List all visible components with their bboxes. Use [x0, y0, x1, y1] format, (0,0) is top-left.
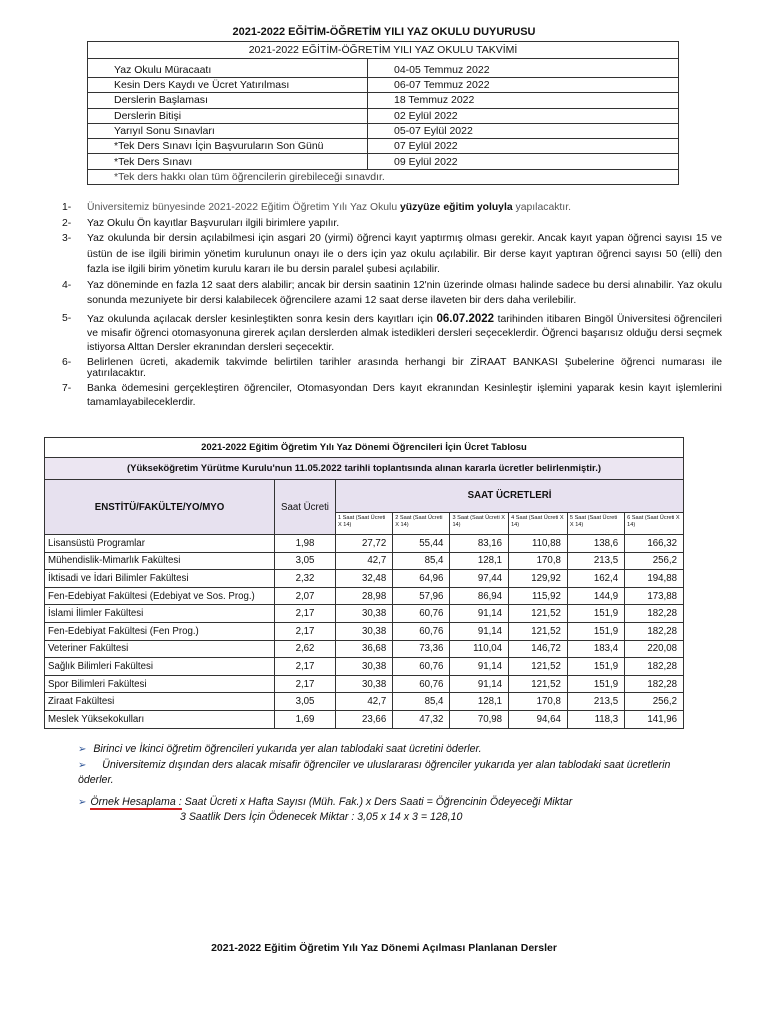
fee-cell: 30,38: [336, 622, 393, 640]
list-item: [62, 231, 722, 278]
fee-cell: 256,2: [625, 693, 684, 711]
fee-cell: 151,9: [567, 658, 624, 676]
unit-cell: Veteriner Fakültesi: [45, 640, 275, 658]
rate-cell: 2,17: [275, 675, 336, 693]
column-subheader: 1 Saat (Saat Ücreti X 14): [336, 512, 393, 534]
column-subheader: 4 Saat (Saat Ücreti X 14): [509, 512, 568, 534]
calendar-row: [88, 154, 679, 169]
calendar-value: 02 Eylül 2022: [368, 108, 679, 123]
item-number: 5-: [62, 312, 72, 324]
calendar-row: [88, 78, 679, 93]
unit-cell: Fen-Edebiyat Fakültesi (Edebiyat ve Sos. Prog.): [45, 587, 275, 605]
fee-cell: 138,6: [567, 535, 624, 553]
fee-cell: 30,38: [336, 658, 393, 676]
fee-cell: 30,38: [336, 605, 393, 623]
fee-cell: 220,08: [625, 640, 684, 658]
item-text: Yaz Okulu Ön kayıtlar Başvuruları ilgili birimlere yapılır.: [87, 217, 340, 229]
fee-cell: 129,92: [509, 570, 568, 588]
fee-cell: 60,76: [393, 622, 450, 640]
calendar-table: [87, 41, 679, 185]
fee-cell: 146,72: [509, 640, 568, 658]
list-item: [62, 357, 722, 379]
item-number: 7-: [62, 382, 72, 394]
fee-cell: 170,8: [509, 552, 568, 570]
list-item: [62, 278, 722, 309]
fee-cell: 91,14: [450, 622, 509, 640]
fee-cell: 36,68: [336, 640, 393, 658]
calendar-label: Kesin Ders Kaydı ve Ücret Yatırılması: [88, 78, 368, 93]
column-header-rate: Saat Ücreti: [275, 480, 336, 535]
fee-cell: 60,76: [393, 605, 450, 623]
fee-cell: 73,36: [393, 640, 450, 658]
item-text: Yaz okulunda bir dersin açılabilmesi için asgari 20 (yirmi) öğrenci kayıt yaptırmış olması gerekir. Ancak kayıt yapan öğrenci sayısı 15 ve üstün de ise ilgili birimin yönetim kurulunun onayı ile o ders için yaz okulu açılabilir. Bir derse kayıt yaptıran öğrenci sayısı 50 (elli) den fazla ise ilgili birim yönetim kurulu kararı ile bu dersin paralel şubesi açılabilir.: [87, 233, 722, 275]
fee-cell: 57,96: [393, 587, 450, 605]
table-row: [45, 622, 684, 640]
rate-cell: 2,17: [275, 605, 336, 623]
example-formula-text: Saat Ücreti x Hafta Sayısı (Müh. Fak.) x Ders Saati = Öğrencinin Ödeyeceği Miktar: [181, 795, 573, 808]
calendar-label: Derslerin Başlaması: [88, 93, 368, 108]
fee-cell: 213,5: [567, 693, 624, 711]
calendar-value: 06-07 Temmuz 2022: [368, 78, 679, 93]
calendar-label: *Tek Ders Sınavı İçin Başvuruların Son Günü: [88, 139, 368, 154]
fee-cell: 60,76: [393, 675, 450, 693]
item-number: 6-: [62, 356, 72, 368]
item-number: 2-: [62, 217, 72, 229]
fee-cell: 151,9: [567, 622, 624, 640]
example-label: Örnek Hesaplama :: [90, 795, 182, 808]
fee-cell: 115,92: [509, 587, 568, 605]
fee-cell: 182,28: [625, 605, 684, 623]
fee-cell: 110,88: [509, 535, 568, 553]
fee-cell: 151,9: [567, 605, 624, 623]
fee-cell: 144,9: [567, 587, 624, 605]
item-text: Üniversitemiz bünyesinde 2021-2022 Eğitim Öğretim Yılı Yaz Okulu: [87, 202, 401, 213]
table-row: [45, 535, 684, 553]
unit-cell: Spor Bilimleri Fakültesi: [45, 675, 275, 693]
list-item: [62, 312, 722, 355]
fee-cell: 64,96: [393, 570, 450, 588]
fee-cell: 97,44: [450, 570, 509, 588]
unit-cell: İslami İlimler Fakültesi: [45, 605, 275, 623]
item-text: Yaz döneminde en fazla 12 saat ders alabilir; ancak bir dersin saatinin 12'nin üzerinde olması halinde sadece bu dersi alınabilir. Yaz okulu sonunda mezuniyete bir dersi kalabilecek öğrencilere azami 12 saat derse ilaveten bir ders daha verilebilir.: [87, 279, 722, 306]
arrow-bullet-icon: ➢: [78, 759, 87, 771]
calendar-value: 04-05 Temmuz 2022: [368, 59, 679, 78]
fee-cell: 118,3: [567, 710, 624, 728]
calendar-row: [88, 93, 679, 108]
calendar-row: [88, 139, 679, 154]
fee-cell: 183,4: [567, 640, 624, 658]
fee-cell: 194,88: [625, 570, 684, 588]
item-number: 1-: [62, 202, 72, 213]
rate-cell: 3,05: [275, 693, 336, 711]
fee-cell: 256,2: [625, 552, 684, 570]
table-row: [45, 658, 684, 676]
unit-cell: Fen-Edebiyat Fakültesi (Fen Prog.): [45, 622, 275, 640]
rate-cell: 2,07: [275, 587, 336, 605]
calendar-value: 05-07 Eylül 2022: [368, 123, 679, 138]
fee-cell: 121,52: [509, 605, 568, 623]
fee-cell: 182,28: [625, 622, 684, 640]
table-row: [45, 675, 684, 693]
calendar-row: [88, 123, 679, 138]
fee-cell: 91,14: [450, 675, 509, 693]
fee-cell: 47,32: [393, 710, 450, 728]
fee-cell: 141,96: [625, 710, 684, 728]
calendar-value: 07 Eylül 2022: [368, 139, 679, 154]
fee-cell: 213,5: [567, 552, 624, 570]
unit-cell: Mühendislik-Mimarlık Fakültesi: [45, 552, 275, 570]
announcement-list: [62, 200, 722, 410]
calendar-value: 09 Eylül 2022: [368, 154, 679, 169]
calendar-note: *Tek ders hakkı olan tüm öğrencilerin girebileceği sınavdır.: [88, 169, 679, 184]
fee-cell: 91,14: [450, 605, 509, 623]
fee-table-title: 2021-2022 Eğitim Öğretim Yılı Yaz Dönemi Öğrencileri İçin Ücret Tablosu: [45, 438, 684, 458]
list-item: [62, 216, 722, 232]
calendar-label: Derslerin Bitişi: [88, 108, 368, 123]
unit-cell: Lisansüstü Programlar: [45, 535, 275, 553]
fee-cell: 182,28: [625, 658, 684, 676]
calendar-label: Yarıyıl Sonu Sınavları: [88, 123, 368, 138]
fee-cell: 83,16: [450, 535, 509, 553]
rate-cell: 2,62: [275, 640, 336, 658]
item-text: tarihinden itibaren Bingöl Üniversitesi öğrencileri ve misafir öğrenci otomasyonuna girerek açılan derslerden almak istedikleri dersleri seçeceklerdir. Öğrenci başarısız olduğu dersi seçmek istiyorsa Alttan Dersler ekranından dersleri seçecektir.: [87, 313, 722, 353]
table-row: [45, 587, 684, 605]
note-text: Üniversitemiz dışından ders alacak misafir öğrenciler ve uluslararası öğrenciler yukarıda yer alan tablodaki saat ücretlerin öderler.: [78, 758, 671, 786]
fee-cell: 128,1: [450, 693, 509, 711]
notes: [78, 742, 698, 826]
rate-cell: 1,69: [275, 710, 336, 728]
example-formula: [78, 795, 698, 811]
fee-cell: 42,7: [336, 552, 393, 570]
table-row: [45, 605, 684, 623]
table-row: [45, 640, 684, 658]
rate-cell: 2,32: [275, 570, 336, 588]
fee-cell: 23,66: [336, 710, 393, 728]
fee-cell: 70,98: [450, 710, 509, 728]
note-1: [78, 742, 698, 758]
unit-cell: İktisadi ve İdari Bilimler Fakültesi: [45, 570, 275, 588]
column-header-group: SAAT ÜCRETLERİ: [336, 480, 684, 513]
column-header-unit: ENSTİTÜ/FAKÜLTE/YO/MYO: [45, 480, 275, 535]
calendar-value: 18 Temmuz 2022: [368, 93, 679, 108]
calendar-heading: 2021-2022 EĞİTİM-ÖĞRETİM YILI YAZ OKULU TAKVİMİ: [88, 42, 679, 59]
item-emphasis: yüzyüze eğitim yoluyla: [400, 202, 513, 213]
calendar-label: *Tek Ders Sınavı: [88, 154, 368, 169]
arrow-bullet-icon: ➢: [78, 744, 87, 755]
item-emphasis: 06.07.2022: [436, 312, 495, 325]
fee-cell: 173,88: [625, 587, 684, 605]
fee-cell: 151,9: [567, 675, 624, 693]
fee-cell: 182,28: [625, 675, 684, 693]
fee-cell: 27,72: [336, 535, 393, 553]
table-row: [45, 710, 684, 728]
fee-cell: 30,38: [336, 675, 393, 693]
table-row: [45, 552, 684, 570]
fee-cell: 28,98: [336, 587, 393, 605]
note-2: [78, 758, 698, 789]
item-text: yapılacaktır.: [512, 202, 571, 213]
fee-table: [44, 437, 684, 729]
table-row: [45, 570, 684, 588]
rate-cell: 2,17: [275, 658, 336, 676]
unit-cell: Sağlık Bilimleri Fakültesi: [45, 658, 275, 676]
fee-cell: 170,8: [509, 693, 568, 711]
calendar-label: Yaz Okulu Müracaatı: [88, 59, 368, 78]
fee-cell: 86,94: [450, 587, 509, 605]
table-row: [45, 693, 684, 711]
fee-cell: 121,52: [509, 658, 568, 676]
calendar-row: [88, 59, 679, 78]
rate-cell: 3,05: [275, 552, 336, 570]
rate-cell: 2,17: [275, 622, 336, 640]
list-item: [62, 200, 722, 216]
item-number: 4-: [62, 279, 72, 291]
unit-cell: Ziraat Fakültesi: [45, 693, 275, 711]
item-text: Yaz okulunda açılacak dersler kesinleştikten sonra kesin ders kayıtları için: [87, 313, 437, 325]
page-title: 2021-2022 EĞİTİM-ÖĞRETİM YILI YAZ OKULU DUYURUSU: [232, 26, 536, 38]
fee-cell: 91,14: [450, 658, 509, 676]
fee-cell: 85,4: [393, 693, 450, 711]
fee-cell: 128,1: [450, 552, 509, 570]
calendar-row: [88, 108, 679, 123]
column-subheader: 5 Saat (Saat Ücreti X 14): [567, 512, 624, 534]
fee-cell: 94,64: [509, 710, 568, 728]
fee-cell: 32,48: [336, 570, 393, 588]
item-number: 3-: [62, 233, 72, 244]
fee-table-subtitle: (Yükseköğretim Yürütme Kurulu'nun 11.05.2022 tarihli toplantısında alınan kararla ücretler belirlenmiştir.): [45, 458, 684, 480]
fee-cell: 42,7: [336, 693, 393, 711]
fee-cell: 110,04: [450, 640, 509, 658]
note-text: Birinci ve İkinci öğretim öğrencileri yukarıda yer alan tablodaki saat ücretini öderler.: [93, 743, 482, 755]
fee-cell: 121,52: [509, 675, 568, 693]
unit-cell: Meslek Yüksekokulları: [45, 710, 275, 728]
column-subheader: 2 Saat (Saat Ücreti X 14): [393, 512, 450, 534]
fee-cell: 166,32: [625, 535, 684, 553]
fee-cell: 55,44: [393, 535, 450, 553]
fee-cell: 85,4: [393, 552, 450, 570]
section-title: 2021-2022 Eğitim Öğretim Yılı Yaz Dönemi Açılması Planlanan Dersler: [211, 942, 557, 954]
item-text: Belirlenen ücreti, akademik takvimde belirtilen tarihler arasında herhangi bir ZİRAAT BANKASI Şubelerine öğrenci numarası ile yatırılacaktır.: [87, 356, 722, 379]
arrow-bullet-icon: ➢: [78, 796, 87, 808]
column-subheader: 6 Saat (Saat Ücreti X 14): [625, 512, 684, 534]
column-subheader: 3 Saat (Saat Ücreti X 14): [450, 512, 509, 534]
rate-cell: 1,98: [275, 535, 336, 553]
list-item: [62, 382, 722, 410]
example-calc: 3 Saatlik Ders İçin Ödenecek Miktar : 3,05 x 14 x 3 = 128,10: [180, 811, 463, 823]
item-text: Banka ödemesini gerçekleştiren öğrenciler, Otomasyondan Ders kayıt ekranından Kesinleştir işlemini yaparak kesin kayıt işlemlerini tamamlayabileceklerdir.: [87, 382, 722, 408]
fee-cell: 60,76: [393, 658, 450, 676]
fee-cell: 121,52: [509, 622, 568, 640]
fee-cell: 162,4: [567, 570, 624, 588]
